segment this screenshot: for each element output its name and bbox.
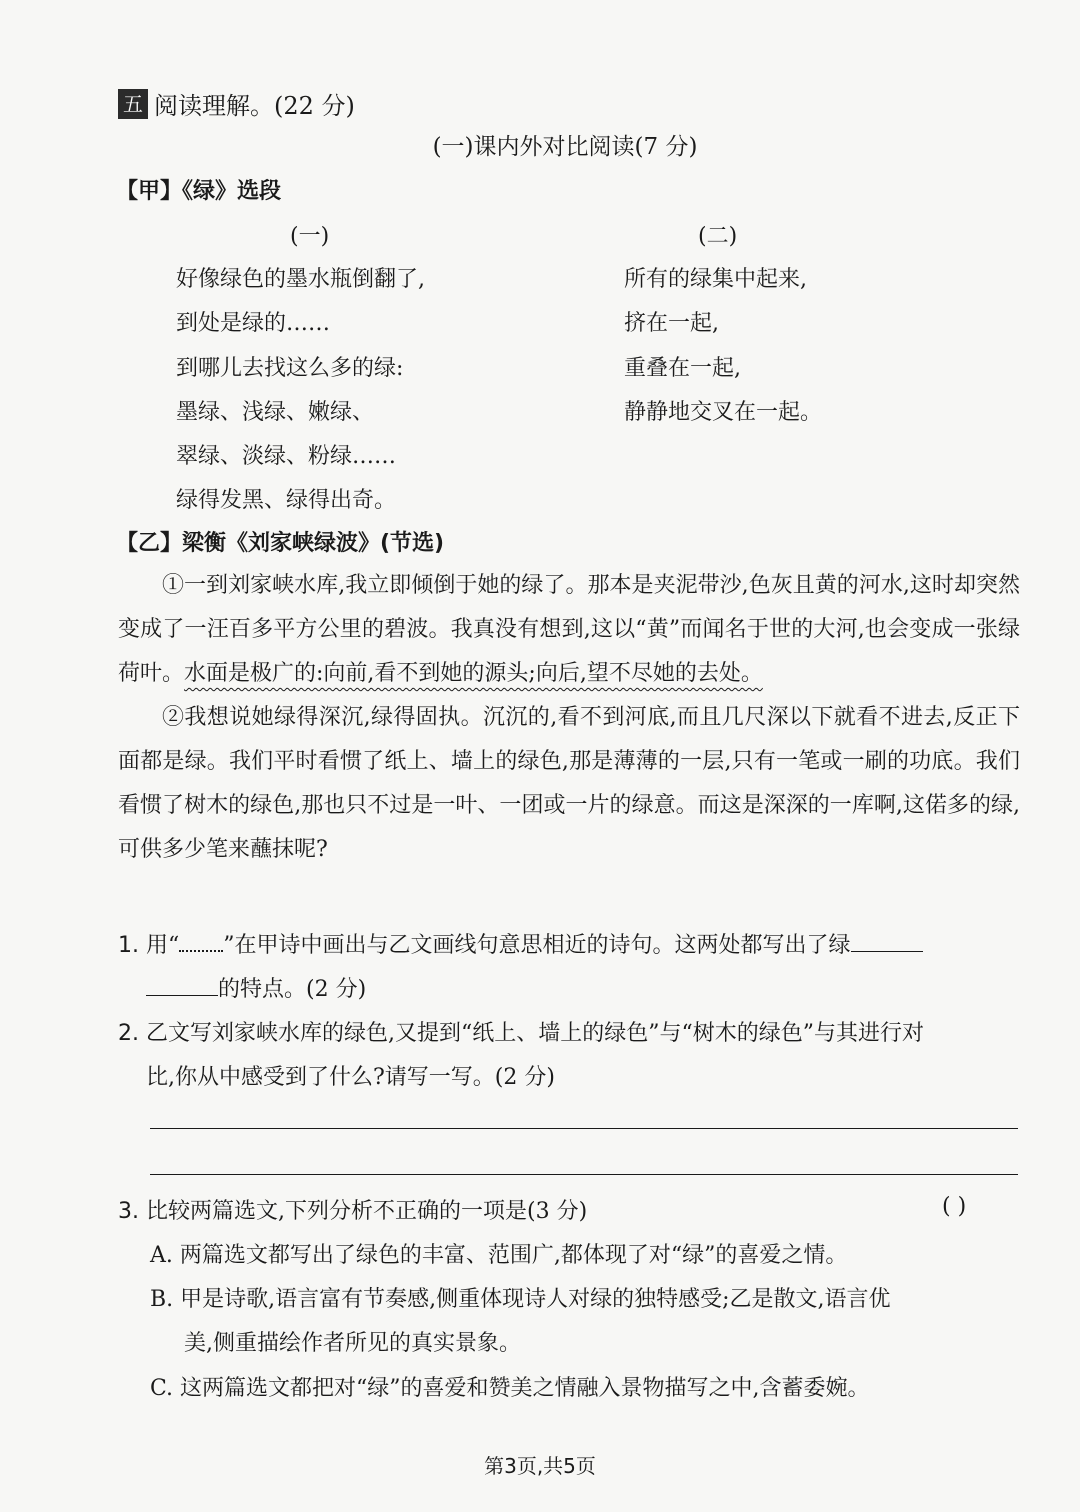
question-1-text-c: 的特点。(2 分) (218, 977, 367, 1002)
yi-paragraph-2: ②我想说她绿得深沉,绿得固执。沉沉的,看不到河底,而且几尺深以下就看不进去,反正下面都是绿。我们平时看惯了纸上、墙上的绿色,那是薄薄的一层,只有一笔或一刷的功底。我们看惯了树木的绿色,那也只不过是一叶、一团或一片的绿意。而这是深深的一库啊,这偌多的绿,可供多少笔来蘸抹呢? (118, 705, 1020, 862)
question-1 (118, 928, 923, 959)
yi-passage (118, 564, 1020, 872)
question-1-text-b: ”在甲诗中画出与乙文画线句意思相近的诗句。这两处都写出了绿 (223, 933, 851, 958)
poem-part1-line: 到处是绿的…… (176, 311, 331, 336)
yi-underlined-sentence: 水面是极广的:向前,看不到她的源头;向后,望不尽她的去处。 (184, 661, 763, 686)
section-number-badge: 五 (118, 89, 148, 119)
answer-line[interactable] (150, 1174, 1018, 1175)
poem-part1-line: 绿得发黑、绿得出奇。 (176, 488, 397, 513)
poem-part2-label: (二) (698, 224, 738, 249)
question-3-text: 比较两篇选文,下列分析不正确的一项是(3 分) (146, 1199, 588, 1224)
question-2-line-1: 乙文写刘家峡水库的绿色,又提到“纸上、墙上的绿色”与“树木的绿色”与其进行对 (146, 1021, 924, 1046)
wavy-line-symbol (179, 936, 223, 952)
question-3 (118, 1194, 587, 1225)
poem-part1-line: 翠绿、淡绿、粉绿…… (176, 444, 397, 469)
poem-part2-line: 所有的绿集中起来, (624, 267, 807, 292)
question-3-answer-paren[interactable]: ( ) (942, 1194, 967, 1219)
section-title: 阅读理解。(22 分) (154, 92, 355, 120)
page-number: 第3页,共5页 (484, 1454, 596, 1478)
question-2 (118, 1016, 924, 1047)
question-1-cont (146, 972, 366, 1003)
subsection-title: (一)课内外对比阅读(7 分) (432, 134, 698, 160)
yi-paragraph-1 (118, 564, 1020, 696)
question-1-number: 1. (118, 933, 139, 958)
option-b: B. 甲是诗歌,语言富有节奏感,侧重体现诗人对绿的独特感受;乙是散文,语言优 (150, 1287, 891, 1312)
poem-part1-line: 好像绿色的墨水瓶倒翻了, (176, 267, 425, 292)
poem-part1-label: (一) (290, 224, 330, 249)
option-c: C. 这两篇选文都把对“绿”的喜爱和赞美之情融入景物描写之中,含蓄委婉。 (150, 1376, 870, 1401)
yi-title: 【乙】梁衡《刘家峡绿波》(节选) (116, 531, 445, 556)
question-1-blank-cont[interactable] (146, 973, 218, 996)
yi-paragraph-1-text: ①一到刘家峡水库,我立即倾倒于她的绿了。那本是夹泥带沙,色灰且黄的河水,这时却突然变成了一汪百多平方公里的碧波。我真没有想到,这以“黄”而闻名于世的大河,也会变成一张绿荷叶。 (118, 573, 1020, 686)
question-2-line-2: 比,你从中感受到了什么?请写一写。(2 分) (146, 1065, 555, 1090)
poem-part2-line: 挤在一起, (624, 311, 719, 336)
jia-title: 【甲】《绿》选段 (116, 179, 282, 204)
question-1-text-a: 用“ (146, 933, 180, 958)
poem-part2-line: 重叠在一起, (624, 356, 741, 381)
poem-part1-line: 墨绿、浅绿、嫩绿、 (176, 400, 375, 425)
option-a: A. 两篇选文都写出了绿色的丰富、范围广,都体现了对“绿”的喜爱之情。 (150, 1243, 848, 1268)
question-1-blank[interactable] (851, 929, 923, 952)
question-3-number: 3. (118, 1199, 139, 1224)
option-b-cont: 美,侧重描绘作者所见的真实景象。 (184, 1331, 521, 1356)
answer-line[interactable] (150, 1128, 1018, 1129)
question-2-number: 2. (118, 1021, 139, 1046)
poem-part1-line: 到哪儿去找这么多的绿: (176, 356, 404, 381)
section-heading (118, 86, 355, 121)
poem-part2-line: 静静地交叉在一起。 (624, 400, 823, 425)
